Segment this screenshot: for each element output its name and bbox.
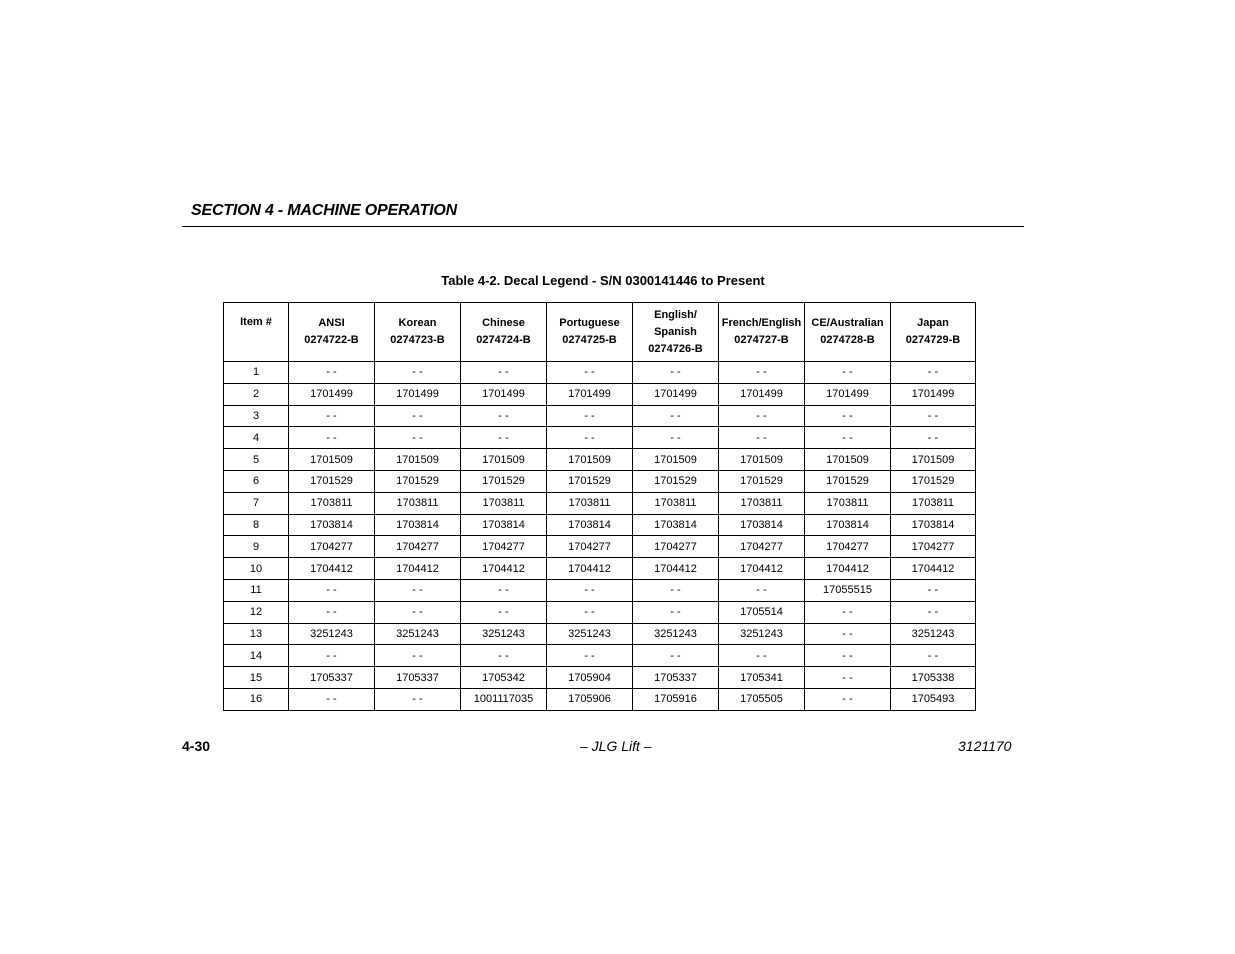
column-header: [375, 303, 461, 362]
header-item-number: [224, 303, 289, 362]
part-number-cell: 1705337: [289, 667, 375, 689]
part-number-cell: - -: [375, 579, 461, 601]
part-number-cell: 1705906: [547, 688, 633, 710]
part-number-cell: 1701529: [547, 470, 633, 492]
part-number-cell: 1701499: [461, 383, 547, 405]
column-header: [633, 303, 719, 362]
part-number-cell: 1703814: [891, 514, 976, 536]
part-number-cell: - -: [805, 405, 891, 427]
part-number-cell: 1705514: [719, 601, 805, 623]
part-number-cell: - -: [891, 579, 976, 601]
part-number-cell: 3251243: [891, 623, 976, 645]
part-number-cell: - -: [375, 362, 461, 384]
item-number-cell: 12: [224, 601, 289, 623]
part-number-cell: - -: [547, 405, 633, 427]
part-number-cell: 1704412: [289, 558, 375, 580]
part-number-cell: 1704277: [461, 536, 547, 558]
part-number-cell: 1704277: [633, 536, 719, 558]
header-line: Korean: [398, 317, 437, 329]
header-line: 0274729-B: [905, 334, 961, 346]
header-line: 0274726-B: [648, 342, 703, 355]
part-number-cell: 1701499: [633, 383, 719, 405]
part-number-cell: - -: [461, 601, 547, 623]
part-number-cell: 3251243: [633, 623, 719, 645]
part-number-cell: - -: [805, 362, 891, 384]
header-line: Item #: [240, 316, 272, 328]
part-number-cell: 1701529: [461, 470, 547, 492]
part-number-cell: 1703811: [719, 492, 805, 514]
item-number-cell: 4: [224, 427, 289, 449]
item-number-cell: 14: [224, 645, 289, 667]
document-number: 3121170: [958, 738, 1012, 754]
part-number-cell: 1705341: [719, 667, 805, 689]
column-header: [805, 303, 891, 362]
part-number-cell: - -: [547, 579, 633, 601]
table-row: [224, 645, 976, 667]
part-number-cell: 1705342: [461, 667, 547, 689]
part-number-cell: 1705904: [547, 667, 633, 689]
header-divider: [182, 226, 1024, 227]
decal-legend-table: [223, 302, 976, 711]
part-number-cell: 1704277: [891, 536, 976, 558]
part-number-cell: - -: [891, 601, 976, 623]
column-header: [891, 303, 976, 362]
part-number-cell: - -: [891, 362, 976, 384]
part-number-cell: 1701529: [289, 470, 375, 492]
header-line: 0274727-B: [734, 334, 789, 346]
part-number-cell: - -: [805, 623, 891, 645]
part-number-cell: - -: [547, 601, 633, 623]
part-number-cell: 1704412: [375, 558, 461, 580]
part-number-cell: - -: [719, 427, 805, 449]
part-number-cell: 1705338: [891, 667, 976, 689]
part-number-cell: 1705505: [719, 688, 805, 710]
section-title: SECTION 4 - MACHINE OPERATION: [191, 202, 457, 219]
part-number-cell: 1703814: [461, 514, 547, 536]
page-number: 4-30: [182, 738, 211, 754]
column-header: [719, 303, 805, 362]
header-line: 0274728-B: [820, 334, 875, 346]
part-number-cell: - -: [461, 427, 547, 449]
part-number-cell: - -: [375, 601, 461, 623]
part-number-cell: 3251243: [375, 623, 461, 645]
part-number-cell: 1701529: [891, 470, 976, 492]
item-number-cell: 11: [224, 579, 289, 601]
part-number-cell: 1703814: [633, 514, 719, 536]
part-number-cell: 1703814: [375, 514, 461, 536]
header-line: Japan: [917, 317, 949, 329]
item-number-cell: 15: [224, 667, 289, 689]
part-number-cell: 1701529: [805, 470, 891, 492]
part-number-cell: - -: [633, 601, 719, 623]
table-row: [224, 449, 976, 471]
part-number-cell: 1701529: [719, 470, 805, 492]
part-number-cell: - -: [461, 405, 547, 427]
part-number-cell: 1701509: [289, 449, 375, 471]
column-header: [461, 303, 547, 362]
part-number-cell: 1704412: [461, 558, 547, 580]
part-number-cell: 1703811: [891, 492, 976, 514]
table-row: [224, 383, 976, 405]
table-row: [224, 601, 976, 623]
part-number-cell: 1704277: [547, 536, 633, 558]
part-number-cell: 1701509: [891, 449, 976, 471]
table-row: [224, 492, 976, 514]
part-number-cell: 1704412: [891, 558, 976, 580]
part-number-cell: - -: [547, 645, 633, 667]
part-number-cell: - -: [719, 362, 805, 384]
table-row: [224, 688, 976, 710]
header-line: Chinese: [482, 317, 525, 329]
item-number-cell: 2: [224, 383, 289, 405]
part-number-cell: - -: [633, 579, 719, 601]
item-number-cell: 10: [224, 558, 289, 580]
part-number-cell: 1701499: [289, 383, 375, 405]
item-number-cell: 9: [224, 536, 289, 558]
part-number-cell: 1701509: [633, 449, 719, 471]
part-number-cell: 1001117035: [461, 688, 547, 710]
part-number-cell: 1704412: [633, 558, 719, 580]
part-number-cell: 1703814: [547, 514, 633, 536]
part-number-cell: - -: [375, 645, 461, 667]
part-number-cell: 1703811: [633, 492, 719, 514]
part-number-cell: 1703811: [547, 492, 633, 514]
table-row: [224, 536, 976, 558]
part-number-cell: 1703814: [805, 514, 891, 536]
part-number-cell: 1701509: [375, 449, 461, 471]
part-number-cell: 1704277: [375, 536, 461, 558]
header-line: 0274722-B: [304, 334, 359, 346]
table-row: [224, 470, 976, 492]
part-number-cell: 1701499: [719, 383, 805, 405]
part-number-cell: - -: [461, 645, 547, 667]
part-number-cell: 1705337: [375, 667, 461, 689]
part-number-cell: 3251243: [547, 623, 633, 645]
part-number-cell: - -: [375, 405, 461, 427]
part-number-cell: 3251243: [461, 623, 547, 645]
part-number-cell: - -: [289, 579, 375, 601]
part-number-cell: 1701499: [805, 383, 891, 405]
part-number-cell: 1701509: [461, 449, 547, 471]
table-row: [224, 514, 976, 536]
header-line: French/English: [721, 317, 802, 329]
item-number-cell: 16: [224, 688, 289, 710]
table-row: [224, 667, 976, 689]
part-number-cell: 1705493: [891, 688, 976, 710]
part-number-cell: - -: [891, 645, 976, 667]
part-number-cell: 1703811: [805, 492, 891, 514]
part-number-cell: - -: [805, 645, 891, 667]
part-number-cell: - -: [289, 427, 375, 449]
item-number-cell: 7: [224, 492, 289, 514]
table-header-row: [224, 303, 976, 362]
header-line: English/: [654, 308, 697, 321]
footer-brand: – JLG Lift –: [580, 738, 652, 754]
item-number-cell: 13: [224, 623, 289, 645]
part-number-cell: - -: [289, 688, 375, 710]
part-number-cell: - -: [719, 579, 805, 601]
item-number-cell: 6: [224, 470, 289, 492]
part-number-cell: 1705337: [633, 667, 719, 689]
table-row: [224, 427, 976, 449]
part-number-cell: - -: [547, 427, 633, 449]
part-number-cell: 1704277: [289, 536, 375, 558]
part-number-cell: - -: [805, 601, 891, 623]
item-number-cell: 3: [224, 405, 289, 427]
part-number-cell: - -: [289, 645, 375, 667]
part-number-cell: - -: [289, 362, 375, 384]
header-line: 0274725-B: [562, 334, 617, 346]
part-number-cell: 1704412: [719, 558, 805, 580]
column-header: [547, 303, 633, 362]
part-number-cell: 1701509: [547, 449, 633, 471]
part-number-cell: 1701529: [633, 470, 719, 492]
header-line: Spanish: [654, 325, 697, 338]
part-number-cell: 17055515: [805, 579, 891, 601]
part-number-cell: 1705916: [633, 688, 719, 710]
part-number-cell: 1701499: [891, 383, 976, 405]
part-number-cell: 1704277: [805, 536, 891, 558]
header-line: CE/Australian: [811, 317, 884, 329]
part-number-cell: 1703811: [461, 492, 547, 514]
header-line: 0274723-B: [390, 334, 445, 346]
part-number-cell: - -: [547, 362, 633, 384]
header-line: ANSI: [318, 317, 345, 329]
part-number-cell: - -: [805, 427, 891, 449]
part-number-cell: 1701509: [719, 449, 805, 471]
item-number-cell: 1: [224, 362, 289, 384]
part-number-cell: 1703814: [719, 514, 805, 536]
part-number-cell: - -: [719, 405, 805, 427]
part-number-cell: - -: [461, 579, 547, 601]
part-number-cell: - -: [461, 362, 547, 384]
part-number-cell: - -: [633, 645, 719, 667]
part-number-cell: 1701529: [375, 470, 461, 492]
part-number-cell: - -: [891, 427, 976, 449]
part-number-cell: 3251243: [719, 623, 805, 645]
part-number-cell: 1701509: [805, 449, 891, 471]
part-number-cell: - -: [891, 405, 976, 427]
table-row: [224, 362, 976, 384]
item-number-cell: 8: [224, 514, 289, 536]
part-number-cell: 1701499: [375, 383, 461, 405]
table-row: [224, 405, 976, 427]
header-line: Portuguese: [559, 317, 620, 329]
part-number-cell: - -: [633, 405, 719, 427]
part-number-cell: - -: [375, 427, 461, 449]
part-number-cell: - -: [289, 601, 375, 623]
part-number-cell: - -: [805, 667, 891, 689]
table-row: [224, 558, 976, 580]
part-number-cell: 1703814: [289, 514, 375, 536]
part-number-cell: - -: [289, 405, 375, 427]
header-line: 0274724-B: [476, 334, 531, 346]
table-row: [224, 623, 976, 645]
item-number-cell: 5: [224, 449, 289, 471]
table-title-text: Table 4-2. Decal Legend - S/N 0300141446 to Present: [441, 273, 765, 288]
table-row: [224, 579, 976, 601]
part-number-cell: - -: [375, 688, 461, 710]
column-header: [289, 303, 375, 362]
table-title: [182, 273, 1224, 288]
part-number-cell: 1703811: [375, 492, 461, 514]
part-number-cell: 1704412: [805, 558, 891, 580]
part-number-cell: 1703811: [289, 492, 375, 514]
part-number-cell: - -: [633, 427, 719, 449]
part-number-cell: - -: [719, 645, 805, 667]
part-number-cell: 1704277: [719, 536, 805, 558]
part-number-cell: 1704412: [547, 558, 633, 580]
part-number-cell: 1701499: [547, 383, 633, 405]
table-body: [224, 362, 976, 711]
part-number-cell: - -: [805, 688, 891, 710]
part-number-cell: 3251243: [289, 623, 375, 645]
part-number-cell: - -: [633, 362, 719, 384]
